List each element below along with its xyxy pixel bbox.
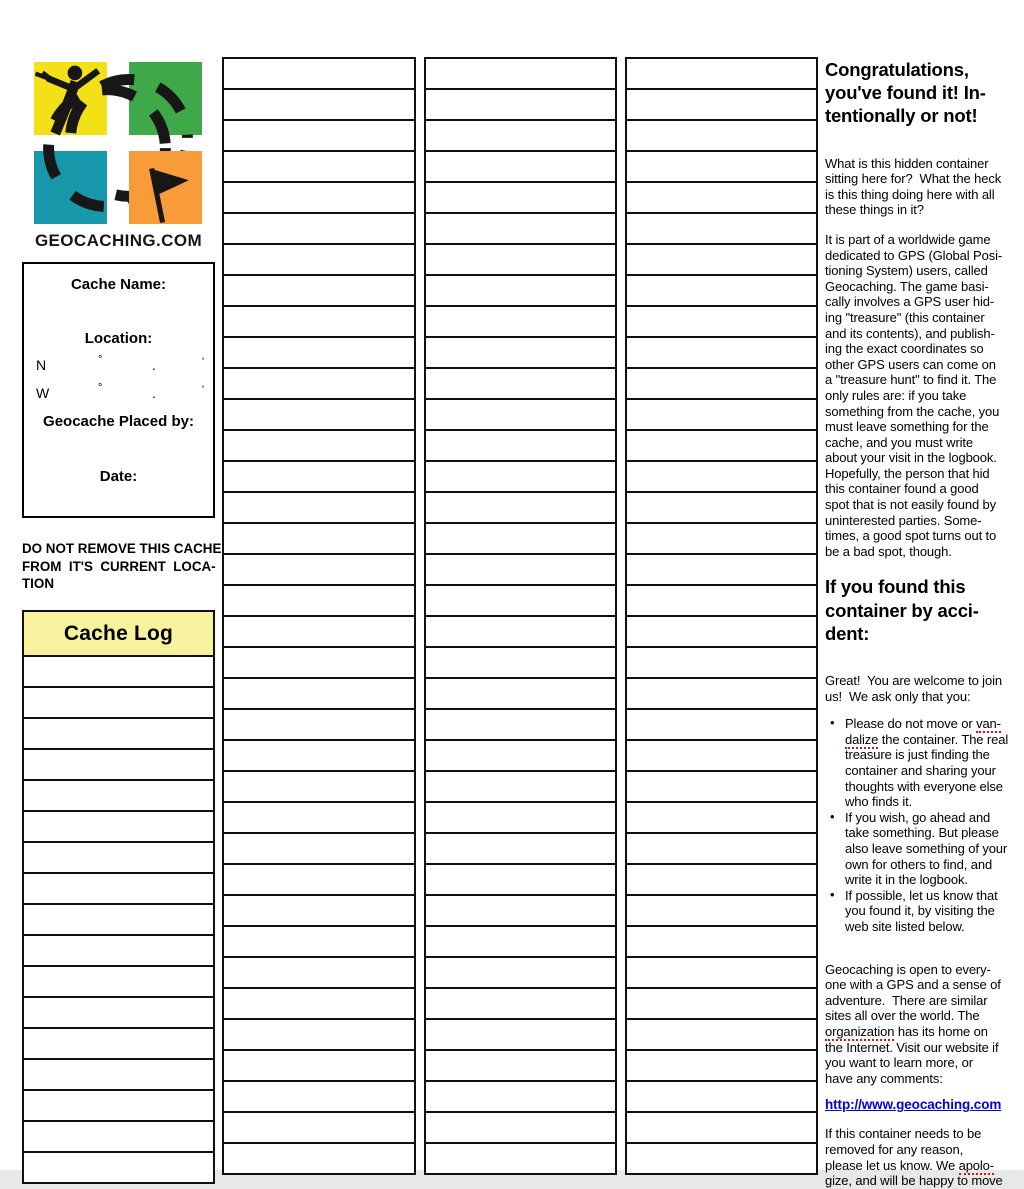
- log-line-row: [224, 834, 414, 865]
- article-paragraph: [825, 962, 1021, 1087]
- text-line: ing "treasure" (this container: [825, 309, 985, 325]
- decimal-dot: .: [152, 357, 156, 373]
- log-line-row: [426, 1082, 615, 1113]
- log-line-row: [426, 896, 615, 927]
- text-line: organization has its home on: [825, 1023, 988, 1039]
- text-line: only rules are: if you take: [825, 387, 967, 403]
- log-line-row: [224, 524, 414, 555]
- text-line: us! We ask only that you:: [825, 688, 971, 704]
- article-paragraph: [825, 232, 1021, 559]
- cache-log-row: [24, 843, 213, 874]
- log-line-row: [224, 555, 414, 586]
- bullet-item: [825, 888, 1021, 935]
- cache-log-row: [24, 719, 213, 750]
- log-line-row: [224, 121, 414, 152]
- log-line-row: [426, 276, 615, 307]
- spellcheck-underline: van-: [976, 716, 1001, 732]
- spellcheck-underline: organization: [825, 1023, 895, 1039]
- log-line-row: [426, 772, 615, 803]
- log-line-row: [426, 369, 615, 400]
- cache-log-row: [24, 657, 213, 688]
- log-line-row: [627, 369, 816, 400]
- log-line-row: [426, 617, 615, 648]
- log-line-row: [224, 710, 414, 741]
- cache-log-row: [24, 1153, 213, 1184]
- text-line: Geocaching is open to every-: [825, 961, 991, 977]
- text-line: something from the cache, you: [825, 403, 1000, 419]
- text-line: treasure is just finding the: [845, 747, 990, 763]
- log-line-row: [627, 121, 816, 152]
- coordinate-row-west: [24, 382, 213, 403]
- geocaching-link[interactable]: http://www.geocaching.com: [825, 1097, 1002, 1113]
- text-line: sites all over the world. The: [825, 1008, 980, 1024]
- log-line-row: [426, 338, 615, 369]
- log-line-row: [426, 834, 615, 865]
- bullet-item: [825, 810, 1021, 888]
- log-line-row: [627, 214, 816, 245]
- cache-info-box: [22, 262, 215, 518]
- text-line: other GPS users can come on: [825, 356, 996, 372]
- cache-log-row: [24, 688, 213, 719]
- log-line-row: [224, 90, 414, 121]
- cache-log-header: Cache Log: [24, 612, 213, 657]
- log-line-row: [426, 1144, 615, 1175]
- cache-log-row: [24, 874, 213, 905]
- log-line-row: [627, 989, 816, 1020]
- text-line: must leave something for the: [825, 419, 989, 435]
- text-line: own for others to find, and: [845, 856, 993, 872]
- text-line: What is this hidden container: [825, 155, 989, 171]
- log-line-row: [224, 772, 414, 803]
- log-line-row: [224, 152, 414, 183]
- log-line-row: [426, 462, 615, 493]
- log-line-row: [627, 1051, 816, 1082]
- log-line-row: [627, 896, 816, 927]
- text-line: the Internet. Visit our website if: [825, 1039, 999, 1055]
- text-line: container and sharing your: [845, 763, 996, 779]
- cache-log-row: [24, 905, 213, 936]
- log-line-row: [627, 307, 816, 338]
- text-line: • If possible, let us know that: [845, 887, 998, 903]
- text-line: web site listed below.: [845, 918, 965, 934]
- text-line: these things in it?: [825, 202, 924, 218]
- cache-log-row: [24, 750, 213, 781]
- log-line-row: [426, 1113, 615, 1144]
- text-line: please let us know. We apolo-: [825, 1157, 994, 1173]
- geocaching-logo: [34, 62, 202, 224]
- text-line: Geocaching. The game basi-: [825, 278, 989, 294]
- log-line-row: [627, 183, 816, 214]
- article-heading: [825, 575, 1021, 645]
- article: [825, 58, 1021, 1189]
- log-line-row: [224, 1082, 414, 1113]
- log-line-row: [426, 400, 615, 431]
- cache-log-row: [24, 1060, 213, 1091]
- log-line-row: [224, 865, 414, 896]
- log-line-row: [224, 679, 414, 710]
- log-line-row: [627, 710, 816, 741]
- article-paragraph: [825, 1126, 1021, 1188]
- text-line: a "treasure hunt" to find it. The: [825, 372, 997, 388]
- latitude-letter: N: [36, 357, 47, 373]
- text-line: who finds it.: [845, 794, 913, 810]
- log-line-row: [627, 741, 816, 772]
- cache-log-row: [24, 812, 213, 843]
- text-line: tioning System) users, called: [825, 263, 988, 279]
- log-line-row: [224, 214, 414, 245]
- log-line-row: [627, 958, 816, 989]
- log-line-row: [627, 834, 816, 865]
- log-line-row: [426, 710, 615, 741]
- text-line: about your visit in the logbook.: [825, 450, 997, 466]
- cache-log-row: [24, 1122, 213, 1153]
- cache-log-row: [24, 1029, 213, 1060]
- cache-log-row: [24, 998, 213, 1029]
- log-line-row: [426, 958, 615, 989]
- log-line-row: [224, 586, 414, 617]
- log-line-row: [627, 1020, 816, 1051]
- logo-arc-teal-icon: [34, 151, 107, 224]
- log-line-row: [426, 648, 615, 679]
- bullet-item: [825, 716, 1021, 810]
- text-line: removed for any reason,: [825, 1141, 964, 1157]
- log-line-row: [627, 524, 816, 555]
- text-line: sitting here for? What the heck: [825, 171, 1002, 187]
- minute-symbol: ': [202, 384, 205, 396]
- text-line: you want to learn more, or: [825, 1055, 973, 1071]
- log-line-row: [426, 586, 615, 617]
- log-line-row: [224, 400, 414, 431]
- text-line: this container found a good: [825, 481, 979, 497]
- log-line-row: [224, 617, 414, 648]
- log-line-row: [224, 307, 414, 338]
- log-line-row: [224, 896, 414, 927]
- log-line-row: [224, 493, 414, 524]
- log-line-row: [224, 927, 414, 958]
- text-line: container by acci-: [825, 599, 979, 621]
- log-line-row: [426, 865, 615, 896]
- cache-name-label: Cache Name:: [70, 276, 167, 293]
- log-line-row: [627, 679, 816, 710]
- text-line: write it in the logbook.: [845, 872, 968, 888]
- text-line: dedicated to GPS (Global Posi-: [825, 247, 1003, 263]
- logo-flag-icon: [129, 151, 202, 224]
- text-line: gize, and will be happy to move: [825, 1173, 1003, 1189]
- coordinate-row-north: [24, 354, 213, 375]
- log-line-row: [224, 741, 414, 772]
- article-heading: [825, 58, 1021, 128]
- log-sheet-column-1: [222, 57, 416, 1175]
- warning-line: FROM IT'S CURRENT LOCA-: [22, 558, 216, 574]
- article-paragraph: [825, 673, 1021, 704]
- text-line: Congratulations,: [825, 59, 969, 80]
- log-line-row: [627, 276, 816, 307]
- text-line: ing the exact coordinates so: [825, 341, 984, 357]
- log-line-row: [224, 183, 414, 214]
- log-sheet-column-3: [625, 57, 818, 1175]
- log-line-row: [627, 90, 816, 121]
- warning-line: DO NOT REMOVE THIS CACHE: [22, 541, 222, 556]
- log-line-row: [224, 276, 414, 307]
- log-line-row: [224, 369, 414, 400]
- log-line-row: [627, 400, 816, 431]
- article-paragraph: [825, 156, 1021, 218]
- log-line-row: [627, 617, 816, 648]
- spellcheck-underline: apolo-: [958, 1157, 994, 1173]
- text-line: cally involves a GPS user hid-: [825, 294, 995, 310]
- log-line-row: [224, 431, 414, 462]
- log-line-row: [627, 865, 816, 896]
- text-line: • Please do not move or van-: [845, 716, 1001, 732]
- article-bullet-list: [825, 716, 1021, 934]
- log-line-row: [627, 555, 816, 586]
- text-line: also leave something of your: [845, 841, 1008, 856]
- log-line-row: [224, 1051, 414, 1082]
- log-line-row: [627, 1082, 816, 1113]
- log-line-row: [426, 803, 615, 834]
- log-line-row: [426, 183, 615, 214]
- text-line: one with a GPS and a sense of: [825, 977, 1001, 993]
- log-line-row: [224, 958, 414, 989]
- log-line-row: [627, 431, 816, 462]
- log-line-row: [627, 462, 816, 493]
- log-line-row: [627, 59, 816, 90]
- log-line-row: [627, 772, 816, 803]
- text-line: uninterested parties. Some-: [825, 512, 982, 528]
- text-line: If you found this: [825, 576, 966, 598]
- cache-log-table: [22, 610, 215, 1184]
- log-line-row: [627, 927, 816, 958]
- log-line-row: [627, 245, 816, 276]
- text-line: thoughts with everyone else: [845, 778, 1003, 794]
- minute-symbol: ': [202, 356, 205, 368]
- log-line-row: [224, 648, 414, 679]
- text-line: It is part of a worldwide game: [825, 231, 991, 247]
- log-line-row: [627, 152, 816, 183]
- text-line: tentionally or not!: [825, 105, 978, 127]
- log-sheet-column-2: [424, 57, 617, 1175]
- text-line: spot that is not easily found by: [825, 497, 997, 513]
- link-row: [825, 1096, 1021, 1114]
- text-line: Great! You are welcome to join: [825, 673, 1002, 689]
- text-line: be a bad spot, though.: [825, 543, 952, 559]
- log-line-row: [627, 1144, 816, 1175]
- cache-log-row: [24, 1091, 213, 1122]
- decimal-dot: .: [152, 385, 156, 401]
- log-line-row: [627, 648, 816, 679]
- log-line-row: [426, 555, 615, 586]
- placed-by-label: Geocache Placed by:: [43, 413, 194, 430]
- log-line-row: [224, 803, 414, 834]
- log-line-row: [426, 524, 615, 555]
- degree-symbol: °: [98, 382, 103, 394]
- text-line: • If you wish, go ahead and: [845, 809, 991, 825]
- cache-log-row: [24, 781, 213, 812]
- log-line-row: [426, 927, 615, 958]
- log-line-row: [426, 245, 615, 276]
- text-line: have any comments:: [825, 1070, 943, 1086]
- log-line-row: [627, 338, 816, 369]
- log-line-row: [426, 90, 615, 121]
- text-line: take something. But please: [845, 825, 999, 841]
- cache-log-row: [24, 967, 213, 998]
- text-line: adventure. There are similar: [825, 992, 988, 1008]
- log-line-row: [426, 121, 615, 152]
- date-label: Date:: [99, 468, 138, 485]
- log-line-row: [627, 493, 816, 524]
- longitude-letter: W: [36, 385, 50, 401]
- warning-line: TION: [22, 576, 54, 591]
- log-line-row: [224, 989, 414, 1020]
- log-line-row: [224, 1020, 414, 1051]
- text-line: cache, and you must write: [825, 434, 974, 450]
- text-line: dalize the container. The real: [845, 731, 1009, 747]
- log-line-row: [426, 493, 615, 524]
- text-line: you found it, by visiting the: [845, 903, 995, 919]
- log-line-row: [224, 1113, 414, 1144]
- text-line: is this thing doing here with all: [825, 186, 995, 202]
- log-line-row: [627, 803, 816, 834]
- degree-symbol: °: [98, 354, 103, 366]
- cache-log-rows: [24, 657, 213, 1184]
- log-line-row: [224, 462, 414, 493]
- log-line-row: [426, 152, 615, 183]
- log-line-row: [426, 431, 615, 462]
- text-line: dent:: [825, 622, 870, 644]
- text-line: Hopefully, the person that hid: [825, 465, 990, 481]
- log-line-row: [627, 1113, 816, 1144]
- log-line-row: [224, 338, 414, 369]
- log-line-row: [426, 679, 615, 710]
- log-line-row: [426, 989, 615, 1020]
- text-line: If this container needs to be: [825, 1126, 982, 1142]
- brand-text: GEOCACHING.COM: [34, 231, 203, 250]
- text-line: times, a good spot turns out to: [825, 528, 997, 544]
- spellcheck-underline: dalize: [845, 731, 879, 747]
- log-line-row: [426, 741, 615, 772]
- log-line-row: [224, 1144, 414, 1175]
- cache-log-row: [24, 936, 213, 967]
- location-label: Location:: [84, 330, 153, 347]
- log-line-row: [224, 59, 414, 90]
- log-line-row: [627, 586, 816, 617]
- log-line-row: [426, 1020, 615, 1051]
- log-line-row: [426, 1051, 615, 1082]
- text-line: you've found it! In-: [825, 82, 986, 104]
- log-line-row: [426, 214, 615, 245]
- log-line-row: [426, 307, 615, 338]
- text-line: and its contents), and publish-: [825, 325, 995, 341]
- do-not-remove-warning: [22, 540, 220, 593]
- log-line-row: [426, 59, 615, 90]
- log-line-row: [224, 245, 414, 276]
